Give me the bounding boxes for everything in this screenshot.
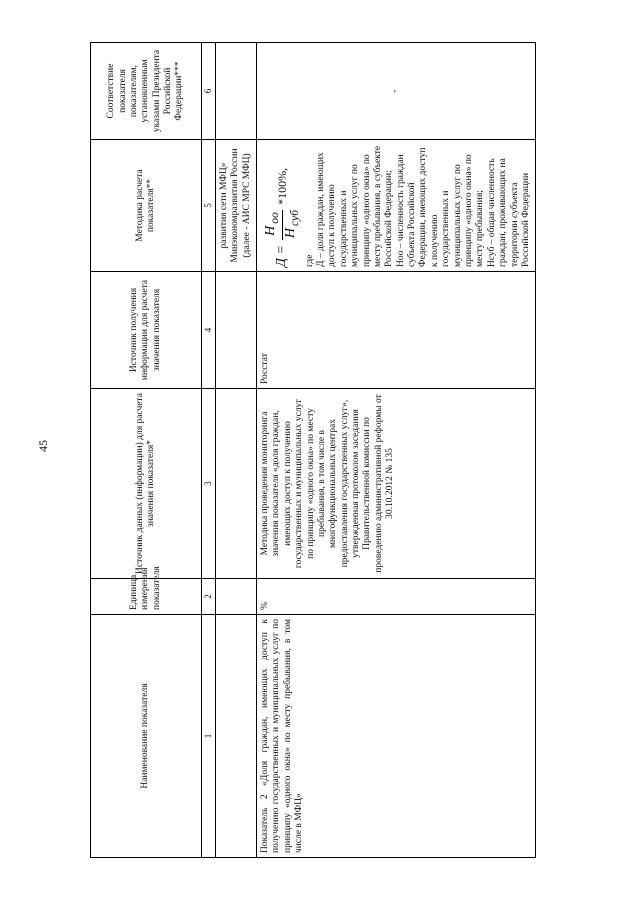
header-indicator-name: Наименование показателя <box>91 615 202 858</box>
method-continuation: развития сети МФЦ» Минэкономразвития России (далее - АИС МРС МФЦ) <box>215 140 256 272</box>
continuation-row <box>215 43 256 858</box>
formula-denominator-sub: суб <box>287 209 301 227</box>
indicator-table <box>90 42 536 858</box>
column-number: 1 <box>202 615 216 858</box>
empty-cell <box>215 389 256 579</box>
column-number: 6 <box>202 43 216 140</box>
empty-cell <box>215 272 256 389</box>
formula-fraction <box>263 208 302 242</box>
table-header-row <box>91 43 202 858</box>
formula-lhs: Д = <box>273 245 289 267</box>
formula-denominator-symbol: Н <box>282 228 298 239</box>
empty-cell <box>215 43 256 140</box>
indicator-info-source: Росстат <box>256 272 535 389</box>
header-info-source: Источник получения информации для расчета значения показателя <box>91 272 202 389</box>
column-number: 3 <box>202 389 216 579</box>
header-data-source: Источник данных (информации) для расчета значения показателя* <box>91 389 202 579</box>
indicator-name: Показатель 2 «Доля граждан, имеющих доступ к получению государственных и муниципальных услуг по принципу «одного окна» по месту пребывания, в том числе в МФЦ» <box>256 615 535 858</box>
empty-cell <box>215 579 256 615</box>
indicator-unit: % <box>256 579 535 615</box>
formula-numerator <box>263 210 283 240</box>
rotated-table-container <box>90 43 535 858</box>
indicator-correspondence: - <box>256 43 535 140</box>
column-number: 4 <box>202 272 216 389</box>
formula-numerator-sub: оо <box>267 212 281 224</box>
header-method: Методика расчета показателя** <box>91 140 202 272</box>
formula-rest: *100%, <box>275 167 290 205</box>
header-correspondence: Соответствие показателя показателям, установленным указами Президента Российской Федерации*** <box>91 43 202 140</box>
formula-denominator <box>283 208 302 242</box>
indicator-row <box>256 43 535 858</box>
column-number: 2 <box>202 579 216 615</box>
column-number-row <box>202 43 216 858</box>
indicator-data-source: Методика проведения мониторинга значения показателя «доля граждан, имеющих доступ к получению государственных и муниципальных услуг по принципу «одного окна» по месту пребывания, в том числе в многофункциональных центрах предоставления государственных услуг», утвержденная протоколом заседания Правительственной комиссии по проведению административной реформы от 30.10.2012 № 135 <box>256 389 535 579</box>
page-number: 45 <box>36 440 50 452</box>
column-number: 5 <box>202 140 216 272</box>
indicator-method <box>256 140 535 272</box>
empty-cell <box>215 615 256 858</box>
formula-numerator-symbol: Н <box>262 225 278 236</box>
method-explanation: где Д – доля граждан, имеющих доступ к получению государственных и муниципальных услуг по принципу «одного окна» по месту пребывания, в субъекте Российской Федерации; Ноо – численность граждан субъекта Российской Федерации, имеющих доступ к получению государственных и муниципальных услуг по принципу «одного окна» по месту пребывания; Нсуб – общая численность граждан, проживающих на территории субъекта Российской Федерации <box>304 145 531 267</box>
method-formula <box>263 144 302 267</box>
header-unit: Единица измерения показателя <box>91 579 202 615</box>
